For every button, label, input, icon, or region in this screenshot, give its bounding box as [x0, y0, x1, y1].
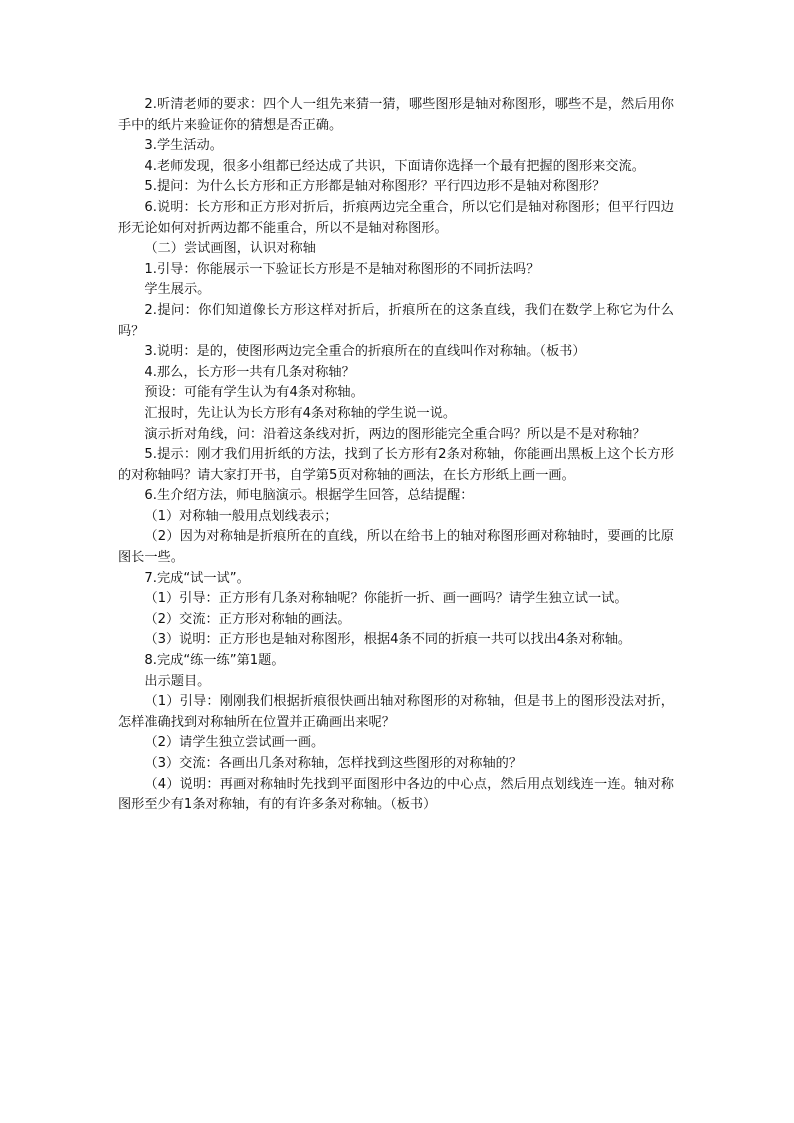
paragraph-listen-requirement: 2.听清老师的要求：四个人一组先来猜一猜，哪些图形是轴对称图形，哪些不是，然后用你手中的纸片来验证你的猜想是否正确。 [118, 97, 674, 133]
paragraph-practice-draw: （2）请学生独立尝试画一画。 [144, 735, 325, 751]
paragraph-practice: 8.完成“练一练”第1题。 [144, 653, 285, 669]
paragraph-try-explain: （3）说明：正方形也是轴对称图形，根据4条不同的折痕一共可以找出4条对称轴。 [144, 632, 632, 648]
paragraph-reminder-2: （2）因为对称轴是折痕所在的直线，所以在给书上的轴对称图形画对称轴时，要画的比原图长一些。 [118, 529, 674, 566]
paragraph-practice-explain: （4）说明：再画对称轴时先找到平面图形中各边的中心点，然后用点划线连一连。轴对称图形至少有1条对称轴，有的有许多条对称轴。（板书） [118, 776, 674, 813]
paragraph-try-it: 7.完成“试一试”。 [144, 570, 250, 586]
section-heading-try-drawing: （二）尝试画图，认识对称轴 [144, 241, 316, 257]
paragraph-explain-symmetry: 6.说明：长方形和正方形对折后，折痕两边完全重合，所以它们是轴对称图形；但平行四边形无论如何对折两边都不能重合，所以不是轴对称图形。 [118, 199, 674, 236]
paragraph-reminder-1: （1）对称轴一般用点划线表示； [144, 508, 338, 524]
paragraph-teacher-found: 4.老师发现，很多小组都已经达成了共识，下面请你选择一个最有把握的图形来交流。 [144, 158, 645, 174]
paragraph-try-exchange: （2）交流：正方形对称轴的画法。 [144, 611, 351, 627]
paragraph-practice-guide: （1）引导：刚刚我们根据折痕很快画出轴对称图形的对称轴，但是书上的图形没法对折，怎样准确找到对称轴所在位置并正确画出来呢？ [118, 694, 674, 730]
paragraph-guide-folds: 1.引导：你能展示一下验证长方形是不是轴对称图形的不同折法吗？ [144, 261, 540, 277]
paragraph-practice-exchange: （3）交流：各画出几条对称轴，怎样找到这些图形的对称轴的？ [144, 756, 523, 771]
paragraph-hint-draw: 5.提示：刚才我们用折纸的方法，找到了长方形有2条对称轴，你能画出黑板上这个长方形的对称轴吗？请大家打开书，自学第5页对称轴的画法，在长方形纸上画一画。 [118, 447, 674, 483]
paragraph-demo-diagonal: 演示折对角线，问：沿着这条线对折，两边的图形能完全重合吗？所以是不是对称轴？ [144, 426, 646, 442]
paragraph-try-guide: （1）引导：正方形有几条对称轴呢？你能折一折、画一画吗？请学生独立试一试。 [144, 591, 628, 607]
paragraph-student-activity: 3.学生活动。 [144, 138, 223, 154]
paragraph-define-axis: 3.说明：是的，使图形两边完全重合的折痕所在的直线叫作对称轴。（板书） [144, 344, 586, 360]
paragraph-show-question: 出示题目。 [144, 673, 211, 689]
document-body [118, 95, 674, 816]
paragraph-question-why: 5.提问：为什么长方形和正方形都是轴对称图形？平行四边形不是轴对称图形？ [144, 179, 606, 195]
paragraph-question-crease: 2.提问：你们知道像长方形这样对折后，折痕所在的这条直线，我们在数学上称它为什么吗？ [118, 302, 674, 339]
paragraph-method-intro: 6.生介绍方法，师电脑演示。根据学生回答，总结提醒： [144, 488, 474, 504]
paragraph-how-many-axes: 4.那么，长方形一共有几条对称轴？ [144, 364, 355, 380]
paragraph-preset: 预设：可能有学生认为有4条对称轴。 [144, 385, 364, 401]
paragraph-student-show: 学生展示。 [144, 282, 211, 298]
paragraph-report: 汇报时，先让认为长方形有4条对称轴的学生说一说。 [144, 405, 457, 421]
